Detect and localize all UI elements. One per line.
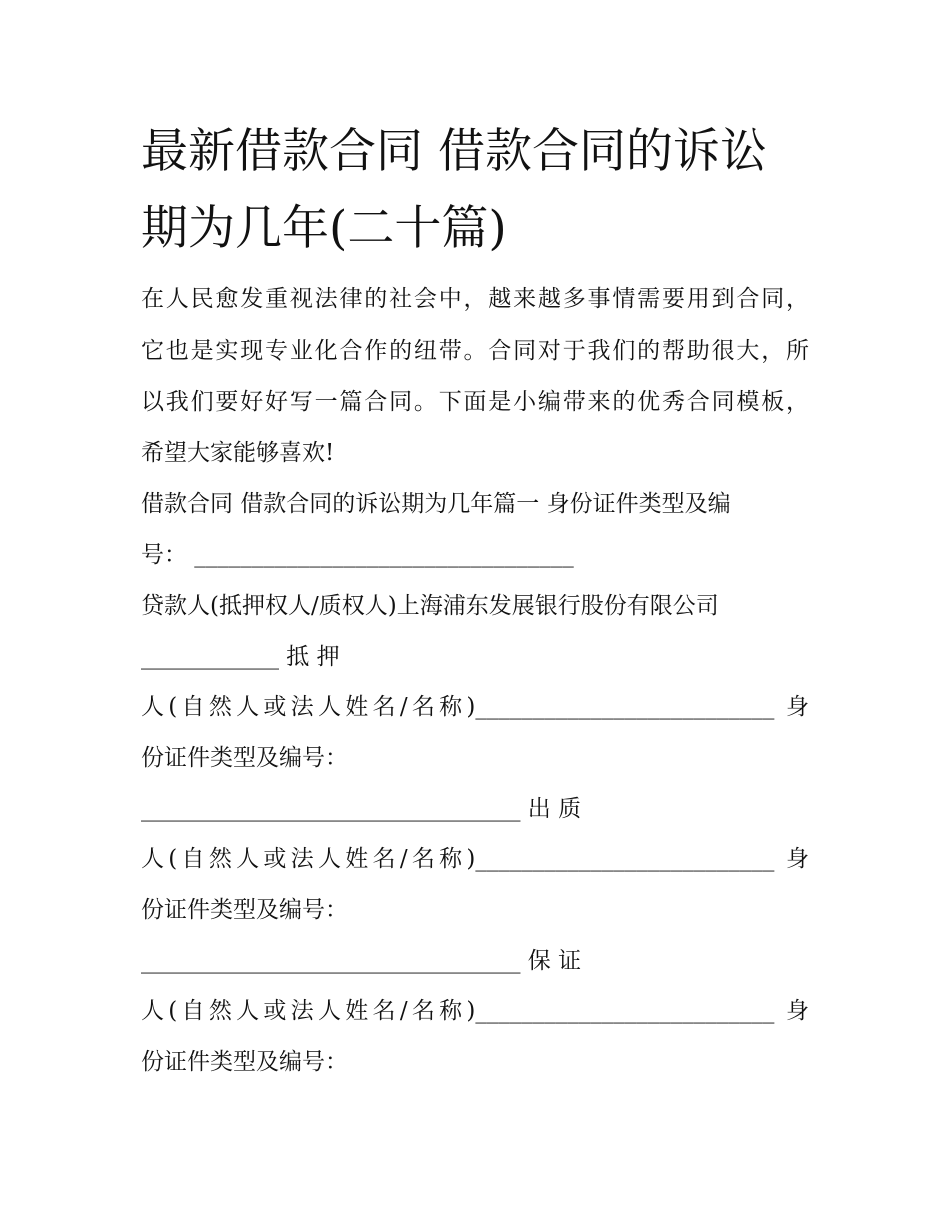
lender-line: 贷款人(抵押权人/质权人)上海浦东发展银行股份有限公司	[141, 593, 719, 619]
intro-line-3: 以我们要好好写一篇合同。下面是小编带来的优秀合同模板，	[141, 389, 809, 415]
title-line-1: 最新借款合同 借款合同的诉讼	[141, 124, 767, 179]
mortgagor-label-line: ____________ 抵 押	[141, 644, 340, 670]
intro-line-4: 希望大家能够喜欢!	[141, 440, 335, 466]
intro-line-2: 它也是实现专业化合作的纽带。合同对于我们的帮助很大，所	[141, 338, 809, 364]
pledgor-name-line: 人(自然人或法人姓名/名称)__________________________ 身	[141, 846, 809, 872]
document-title	[141, 113, 821, 267]
title-line-2: 期为几年(二十篇)	[141, 201, 507, 256]
mortgagor-id-line: 份证件类型及编号：	[141, 745, 348, 771]
guarantor-id-line: 份证件类型及编号：	[141, 1049, 348, 1075]
pledgor-label-line: _________________________________ 出 质	[141, 796, 582, 822]
id-number-line: 号： _________________________________	[141, 542, 574, 568]
section-heading-line: 借款合同 借款合同的诉讼期为几年篇一 身份证件类型及编	[141, 491, 731, 517]
pledgor-id-line: 份证件类型及编号：	[141, 897, 348, 923]
mortgagor-name-line: 人(自然人或法人姓名/名称)__________________________ 身	[141, 694, 809, 720]
guarantor-name-line: 人(自然人或法人姓名/名称)__________________________ 身	[141, 998, 809, 1024]
intro-line-1: 在人民愈发重视法律的社会中，越来越多事情需要用到合同，	[141, 286, 809, 312]
guarantor-label-line: _________________________________ 保 证	[141, 948, 582, 974]
